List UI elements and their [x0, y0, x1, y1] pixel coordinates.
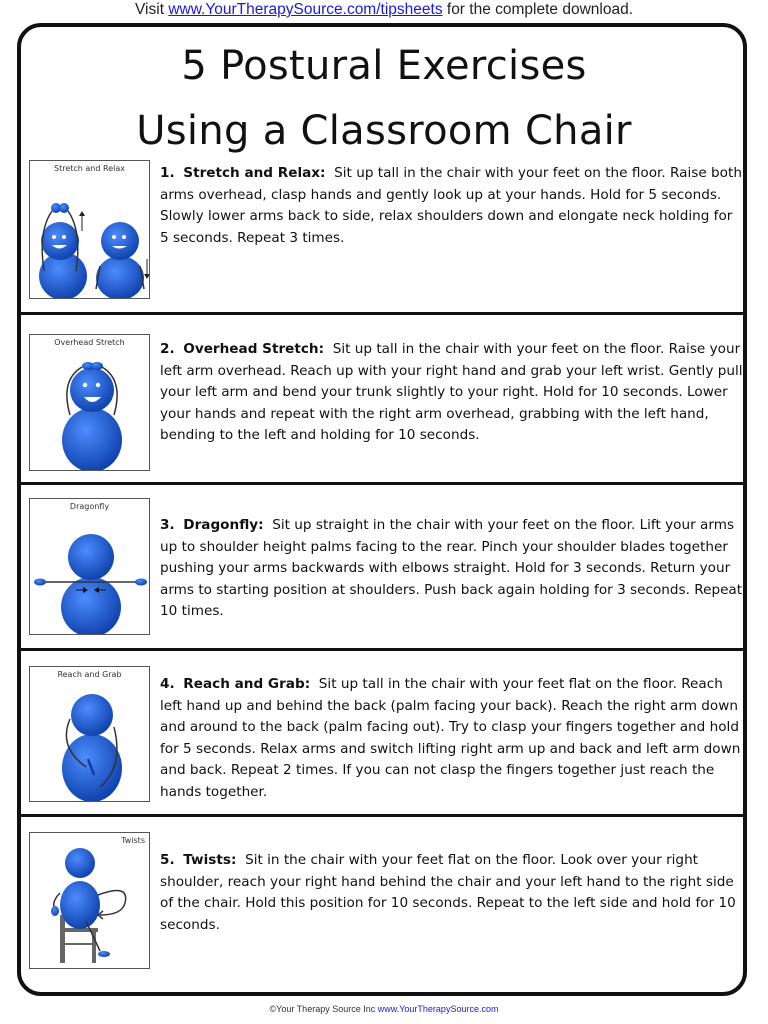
- exercise-3-description: [160, 515, 744, 623]
- dragonfly-figure-icon: [30, 499, 150, 635]
- exercise-5-text: Sit in the chair with your feet flat on the floor. Look over your right shoulder, reach your right hand behind the chair and your left hand to the right side of the chair. Hold this position for 10 seconds. Repeat to the left side and hold for 10 seconds.: [160, 852, 736, 933]
- exercise-1-description: [160, 163, 744, 249]
- exercise-1-illustration: [29, 160, 150, 299]
- exercise-1-text: Sit up tall in the chair with your feet on the floor. Raise both arms overhead, clasp hands and gently look up at your hands. Hold for 5 seconds. Slowly lower arms back to side, relax shoulders down and elongate neck holding for 5 seconds. Repeat 3 times.: [160, 165, 742, 246]
- section-divider: [21, 312, 743, 315]
- exercise-2-illustration: [29, 334, 150, 471]
- exercise-5-description: [160, 850, 744, 936]
- exercise-2-name: Overhead Stretch:: [183, 341, 325, 357]
- reach-grab-figure-icon: [30, 667, 150, 802]
- exercise-1-thumb-label: Stretch and Relax: [54, 164, 125, 173]
- exercise-5-illustration: [29, 832, 150, 969]
- exercise-3-thumb-label: Dragonfly: [69, 502, 110, 511]
- tipsheets-link[interactable]: www.YourTherapySource.com/tipsheets: [168, 1, 443, 18]
- banner-prefix: Visit: [135, 1, 169, 18]
- exercise-1-number: 1.: [160, 165, 175, 181]
- exercise-5-number: 5.: [160, 852, 175, 868]
- exercise-2-thumb-label: Overhead Stretch: [54, 338, 125, 347]
- exercise-4-number: 4.: [160, 676, 175, 692]
- exercise-4-text: Sit up tall in the chair with your feet flat on the floor. Reach left hand up and behind the back (palm facing your back). Reach the right arm down and around to the back (palm facing out). Try to clasp your fingers together and hold for 5 seconds. Relax arms and switch lifting right arm up and back and left arm down and back. Repeat 2 times. If you can not clasp the fingers together just reach the hands together.: [160, 676, 741, 800]
- download-banner: [0, 0, 768, 20]
- page-title-line2: Using a Classroom Chair: [136, 108, 632, 154]
- exercise-4-illustration: [29, 666, 150, 802]
- section-divider: [21, 814, 743, 817]
- exercise-5-thumb-label: Twists: [121, 836, 145, 845]
- exercise-3-name: Dragonfly:: [183, 517, 264, 533]
- banner-suffix: for the complete download.: [442, 1, 633, 18]
- exercise-2-text: Sit up tall in the chair with your feet on the floor. Raise your left arm overhead. Reach up with your right hand and grab your left wrist. Gently pull your left arm and bend your trunk slightly to your right. Hold for 10 seconds. Lower your hands and repeat with the right arm overhead, grabbing with the left hand, bending to the left and holding for 10 seconds.: [160, 341, 743, 444]
- section-divider: [21, 648, 743, 651]
- overhead-stretch-figure-icon: [30, 335, 150, 471]
- exercise-1-name: Stretch and Relax:: [183, 165, 326, 181]
- exercise-3-text: Sit up straight in the chair with your feet on the floor. Lift your arms up to shoulder height palms facing to the rear. Pinch your shoulder blades together pushing your arms backwards with elbows straight. Hold for 3 seconds. Return your arms to starting position at shoulders. Push back again holding for 3 seconds. Repeat 10 times.: [160, 517, 743, 620]
- footer-link[interactable]: www.YourTherapySource.com: [377, 1004, 499, 1014]
- exercise-2-number: 2.: [160, 341, 175, 357]
- exercise-3-number: 3.: [160, 517, 175, 533]
- exercise-4-description: [160, 674, 744, 804]
- exercise-3-illustration: [29, 498, 150, 635]
- exercise-4-thumb-label: Reach and Grab: [57, 670, 122, 679]
- exercise-5-name: Twists:: [183, 852, 237, 868]
- copyright-footer: [0, 1004, 768, 1014]
- twists-figure-icon: [30, 833, 150, 969]
- page-title-line1: 5 Postural Exercises: [181, 43, 587, 89]
- copyright-text: ©Your Therapy Source Inc: [269, 1004, 378, 1014]
- exercise-2-description: [160, 339, 744, 447]
- exercise-4-name: Reach and Grab:: [183, 676, 311, 692]
- section-divider: [21, 482, 743, 485]
- stretch-relax-figures-icon: [30, 161, 150, 299]
